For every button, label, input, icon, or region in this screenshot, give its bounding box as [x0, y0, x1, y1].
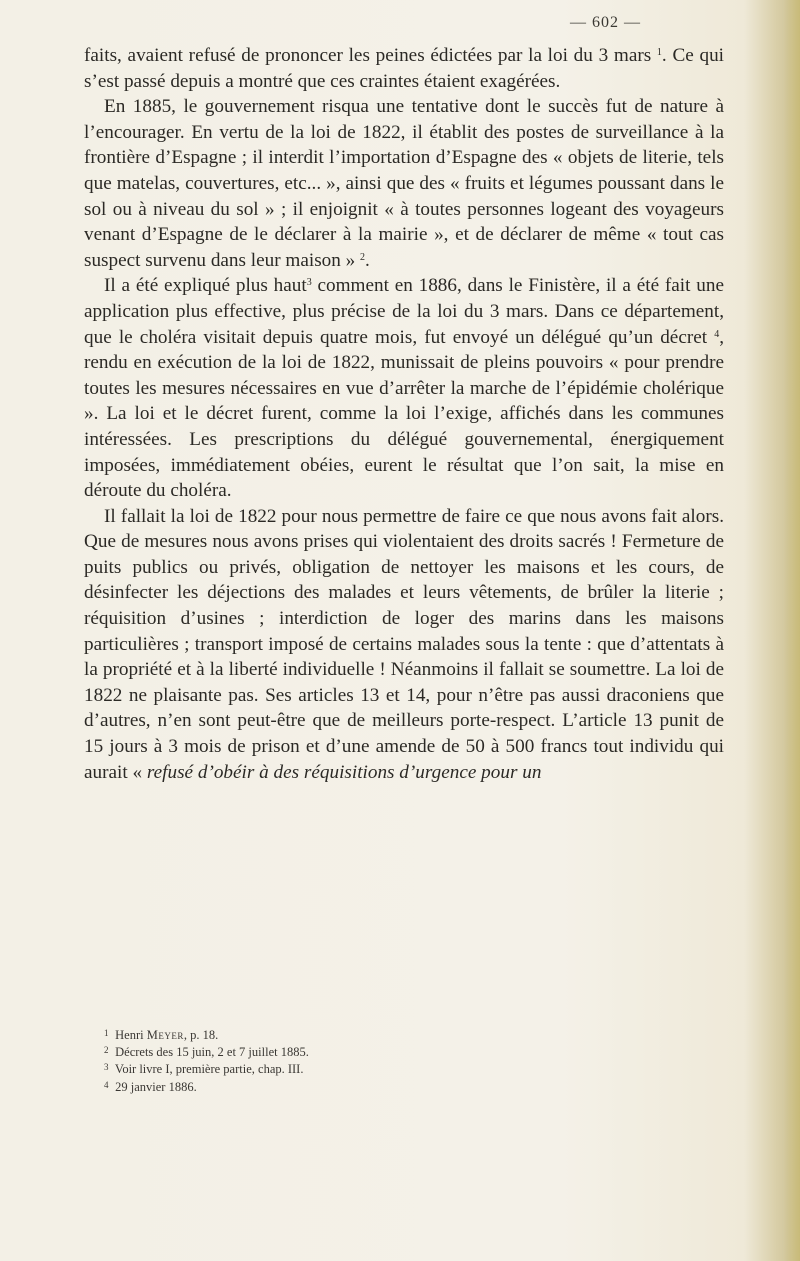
footnote-text: Voir livre I, première partie, chap. III.: [112, 1062, 304, 1077]
footnote-number: 2: [104, 1045, 109, 1056]
footnotes: [104, 1026, 664, 1095]
paragraph: [84, 94, 724, 273]
footnote-number: 3: [104, 1062, 109, 1073]
text-run: , rendu en exécution de la loi de 1822, munissait de pleins pouvoirs « pour prendre toutes les mesures nécessaires en vue d’arrêter la marche de l’épidémie cholérique ». La loi et le décret furent, comme la loi l’exige, affichés dans les communes intéressées. Les prescriptions du délégué gouvernemental, énergiquement imposées, immédiatement obéies, eurent le résultat que l’on sait, la mise en déroute du choléra.: [84, 326, 724, 502]
page-number: — 602 —: [570, 14, 641, 31]
footnote-author: Meyer: [146, 1028, 184, 1042]
footnote: [104, 1060, 664, 1077]
footnote-text: Décrets des 15 juin, 2 et 7 juillet 1885.: [112, 1045, 309, 1060]
footnote: [104, 1043, 664, 1060]
footnote-reference: 4: [714, 328, 720, 340]
page-edge-shadow: [784, 0, 800, 1261]
footnote: [104, 1078, 664, 1095]
italic-text: refusé d’obéir à des réquisitions d’urgence pour un: [146, 761, 542, 783]
footnote-reference: 2: [360, 251, 366, 263]
footnote-number: 4: [104, 1079, 109, 1090]
body-text: [84, 43, 724, 785]
footnote-reference: 1: [656, 47, 662, 58]
text-run: En 1885, le gouvernement risqua une tentative dont le succès fut de nature à l’encourager. En vertu de la loi de 1822, il établit des postes de surveillance à la frontière d’Espagne ; il interdit l’importation d’Espagne des « objets de literie, tels que matelas, couvertures, etc... », ainsi que des « fruits et légumes poussant dans le sol ou à niveau du sol » ; il enjoignit « à toutes personnes logeant des voyageurs venant d’Espagne de le déclarer à la mairie », et de déclarer de même « tout cas suspect survenu dans leur maison »: [84, 96, 724, 271]
paragraph: [84, 504, 724, 786]
footnote-reference: 3: [306, 277, 312, 289]
footnote-text: , p. 18.: [183, 1028, 219, 1042]
text-run: Il fallait la loi de 1822 pour nous permettre de faire ce que nous avons fait alors. Que de mesures nous avons prises qui violentaient des droits sacrés ! Fermeture de puits publics ou privés, obligation de nettoyer les maisons et les cours, de désinfecter les déjections des malades et leurs vêtements, de brûler la literie ; réquisition d’usines ; interdiction de loger des marins dans les maisons particulières ; transport imposé de certains malades sous la tente : que d’attentats à la propriété et à la liberté individuelle ! Néanmoins il fallait se soumettre. La loi de 1822 ne plaisante pas. Ses articles 13 et 14, pour n’être pas aussi draconiens que d’autres, n’en sont peut-être que de meilleurs porte-respect. L’article 13 punit de 15 jours à 3 mois de prison et d’une amende de 50 à 500 francs tout individu qui aurait «: [84, 505, 724, 783]
paragraph: [84, 273, 724, 503]
text-run: comment en 1886, dans le Finistère, il a été fait une application plus effective, plus précise de la loi du 3 mars. Dans ce département, que le choléra visitait depuis quatre mois, fut envoyé un délégué qu’un décret: [84, 275, 724, 348]
text-run: .: [365, 249, 370, 271]
footnote-text: 29 janvier 1886.: [112, 1079, 197, 1094]
footnote-number: 1: [104, 1028, 109, 1038]
paragraph: [84, 43, 724, 94]
footnote: [104, 1026, 664, 1043]
text-run: faits, avaient refusé de prononcer les peines édictées par la loi du 3 mars: [84, 45, 657, 66]
text-run: . Ce qui s’est passé depuis a montré que ces craintes étaient exagérées.: [84, 45, 724, 92]
footnote-text: Henri: [112, 1028, 147, 1042]
text-run: Il a été expliqué plus haut: [104, 275, 307, 297]
